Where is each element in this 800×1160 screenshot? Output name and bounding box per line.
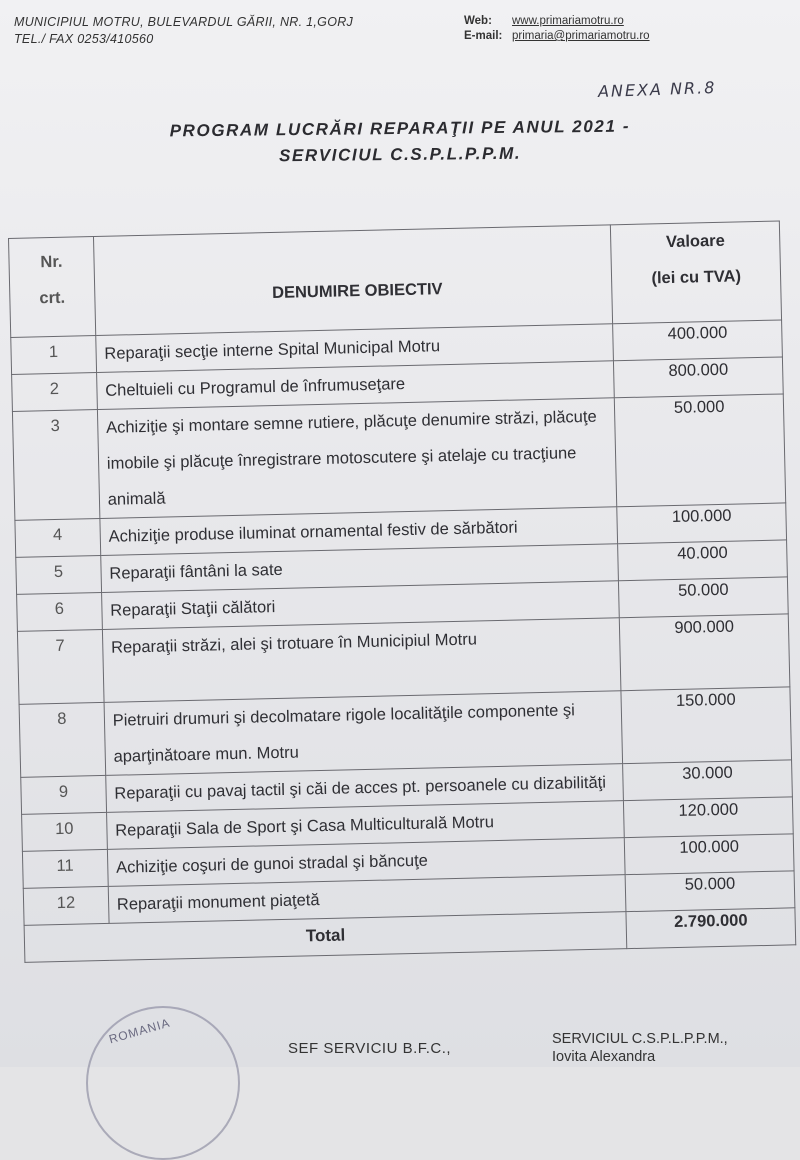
row-nr: 10 xyxy=(22,812,108,851)
row-name: Reparaţii cu pavaj tactil şi căi de acces pt. persoanele cu dizabilităţi xyxy=(105,764,623,813)
document-title xyxy=(0,112,800,172)
works-table xyxy=(8,220,796,962)
row-name: Achiziţie produse iluminat ornamental festiv de sărbători xyxy=(100,507,618,556)
header-denumire: DENUMIRE OBIECTIV xyxy=(93,225,613,336)
row-nr: 5 xyxy=(16,555,102,594)
row-nr: 8 xyxy=(19,702,105,777)
row-value: 40.000 xyxy=(618,540,787,581)
row-value: 400.000 xyxy=(613,320,782,361)
row-name: Reparaţii fântâni la sate xyxy=(101,544,619,593)
row-name: Reparaţii Sala de Sport şi Casa Multiculturală Motru xyxy=(106,801,624,850)
row-nr: 11 xyxy=(22,849,108,888)
row-name: Pietruiri drumuri şi decolmatare rigole localităţile componente şi aparţinătoare mun. Motru xyxy=(104,691,623,776)
contact-info xyxy=(464,14,650,44)
title-line-2: SERVICIUL C.S.P.L.P.P.M. xyxy=(278,143,522,166)
row-value: 800.000 xyxy=(614,357,783,398)
row-value: 100.000 xyxy=(617,503,786,544)
row-nr: 3 xyxy=(12,410,99,521)
row-name: Achiziţie coşuri de gunoi stradal şi băncuţe xyxy=(107,838,625,887)
row-value: 900.000 xyxy=(620,614,790,691)
email-link[interactable]: primaria@primariamotru.ro xyxy=(512,30,650,42)
institution-address xyxy=(14,14,353,48)
total-value: 2.790.000 xyxy=(626,908,795,949)
row-name: Reparaţii monument piaţetă xyxy=(108,875,626,924)
web-link[interactable]: www.primariamotru.ro xyxy=(512,15,624,27)
row-value: 100.000 xyxy=(625,834,794,875)
works-table-wrapper xyxy=(8,220,796,962)
header-value-line1: Valoare xyxy=(665,231,725,252)
row-nr: 9 xyxy=(21,775,107,814)
table-header-row xyxy=(9,221,782,337)
stamp-text: ROMANIA xyxy=(107,1015,172,1047)
total-label: Total xyxy=(24,912,627,963)
web-label: Web: xyxy=(464,15,492,27)
row-nr: 6 xyxy=(17,592,103,631)
row-value: 150.000 xyxy=(621,687,791,764)
address-line-1: MUNICIPIUL MOTRU, BULEVARDUL GĂRII, NR. 1,GORJ xyxy=(14,15,354,29)
email-label: E-mail: xyxy=(464,30,503,42)
row-value: 120.000 xyxy=(624,797,793,838)
row-nr: 7 xyxy=(17,629,103,704)
row-value: 30.000 xyxy=(623,760,792,801)
signature-right-name: Iovita Alexandra xyxy=(552,1049,656,1065)
row-nr: 12 xyxy=(23,886,109,925)
row-nr: 1 xyxy=(11,336,97,375)
row-name: Achiziţie şi montare semne rutiere, plăcuţe denumire străzi, plăcuţe imobile şi plăcuţe înregistrare motoscutere şi atelaje cu tracţiune animală xyxy=(97,398,617,519)
row-value: 50.000 xyxy=(615,394,786,507)
row-value: 50.000 xyxy=(619,577,788,618)
row-name: Reparaţii Staţii călători xyxy=(101,581,619,630)
row-nr: 4 xyxy=(15,518,101,557)
signature-right xyxy=(552,1030,728,1066)
signature-right-title: SERVICIUL C.S.P.L.P.P.M., xyxy=(552,1031,728,1047)
row-name: Cheltuieli cu Programul de înfrumuseţare xyxy=(96,361,614,410)
signature-left-title: SEF SERVICIU B.F.C., xyxy=(288,1040,452,1057)
row-value: 50.000 xyxy=(625,871,794,912)
row-name: Reparaţii străzi, alei şi trotuare în Municipiul Motru xyxy=(102,618,621,703)
annex-label: ANEXA NR.8 xyxy=(597,77,717,102)
header-valoare xyxy=(611,221,782,324)
header-nr-crt xyxy=(9,237,96,338)
row-nr: 2 xyxy=(12,373,98,412)
address-line-2: TEL./ FAX 0253/410560 xyxy=(14,32,154,46)
table-row xyxy=(12,394,785,520)
header-nr-line2: crt. xyxy=(39,288,66,308)
row-name: Reparaţii secţie interne Spital Municipal Motru xyxy=(96,324,614,373)
title-line-1: PROGRAM LUCRĂRI REPARAŢII PE ANUL 2021 - xyxy=(169,116,631,141)
header-value-line2: (lei cu TVA) xyxy=(651,267,742,288)
header-nr-line1: Nr. xyxy=(40,252,63,272)
